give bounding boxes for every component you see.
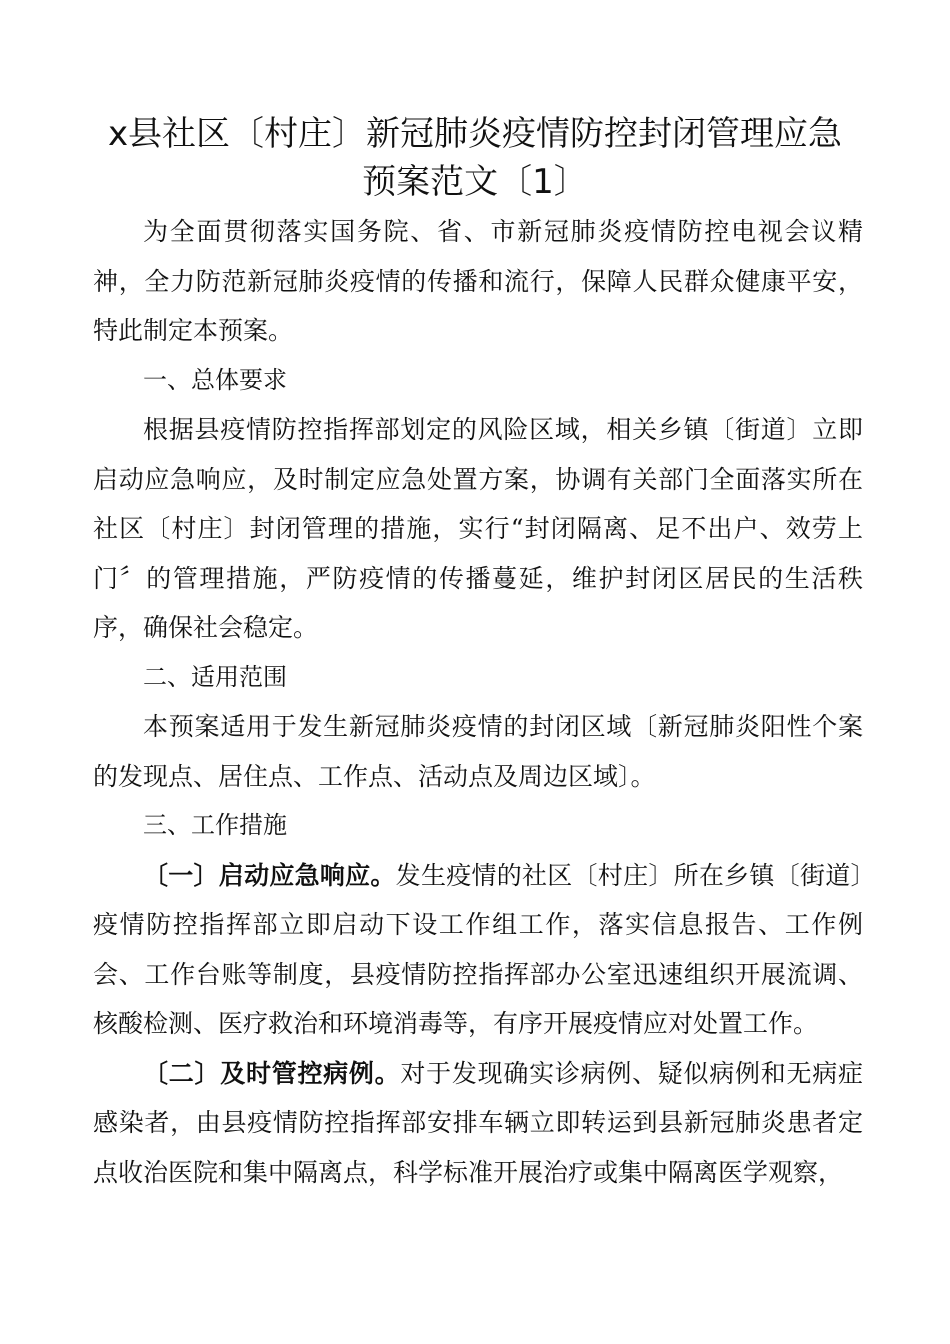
title-line-1: x县社区〔村庄〕新冠肺炎疫情防控封闭管理应急 (107, 114, 843, 154)
item-1-text: 发生疫情的社区〔村庄〕所在乡镇〔街道〕疫情防控指挥部立即启动下设工作组工作，落实信息报告、工作例会、工作台账等制度，县疫情防控指挥部办公室迅速组织开展流调、核酸检测、医疗救治和环境消毒等，有序开展疫情应对处置工作。 (93, 860, 863, 1038)
section-3-item-1 (93, 851, 863, 1049)
section-3-item-2 (93, 1049, 863, 1198)
section-1-heading: 一、总体要求 (143, 365, 287, 394)
title-line-2: 预案范文〔1〕 (362, 162, 588, 202)
section-2-heading: 二、适用范围 (143, 662, 287, 691)
section-3-heading: 三、工作措施 (143, 811, 287, 839)
document-body (93, 207, 863, 1197)
intro-paragraph: 为全面贯彻落实国务院、省、市新冠肺炎疫情防控电视会议精神，全力防范新冠肺炎疫情的传播和流行，保障人民群众健康平安，特此制定本预案。 (93, 217, 863, 345)
section-2-paragraph: 本预案适用于发生新冠肺炎疫情的封闭区域〔新冠肺炎阳性个案的发现点、居住点、工作点、活动点及周边区域〕。 (93, 712, 863, 791)
item-2-lead: 〔二〕及时管控病例。 (143, 1058, 401, 1088)
item-1-lead: 〔一〕启动应急响应。 (143, 860, 396, 890)
section-1-paragraph: 根据县疫情防控指挥部划定的风险区域，相关乡镇〔街道〕立即启动应急响应，及时制定应急处置方案，协调有关部门全面落实所在社区〔村庄〕封闭管理的措施，实行“封闭隔离、足不出户、效劳上门〞的管理措施，严防疫情的传播蔓延，维护封闭区居民的生活秩序，确保社会稳定。 (93, 415, 863, 642)
item-2-text: 对于发现确实诊病例、疑似病例和无病症感染者，由县疫情防控指挥部安排车辆立即转运到县新冠肺炎患者定点收治医院和集中隔离点，科学标准开展治疗或集中隔离医学观察， (93, 1058, 863, 1187)
document-title (60, 110, 890, 206)
